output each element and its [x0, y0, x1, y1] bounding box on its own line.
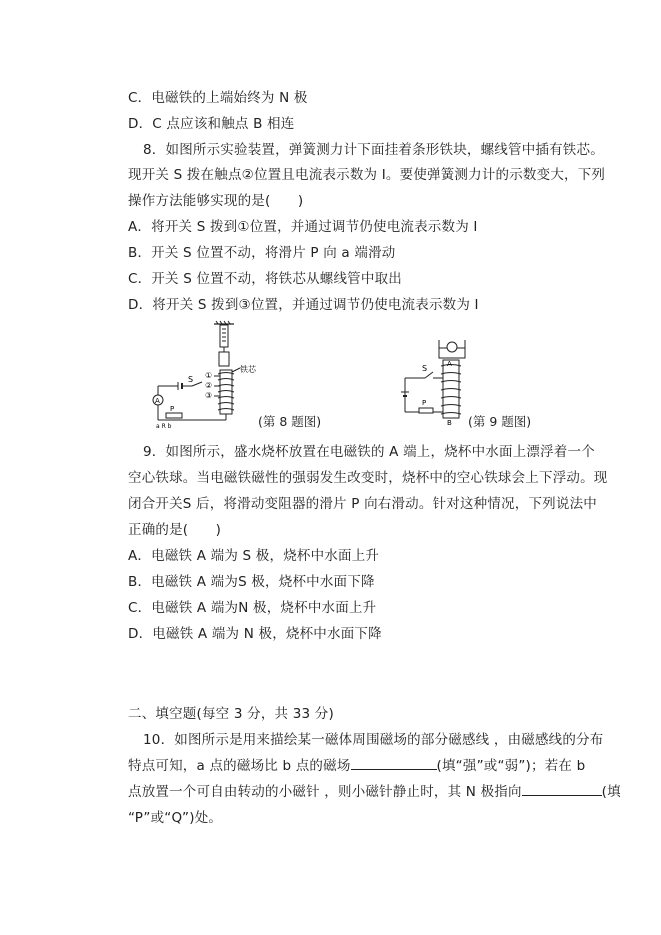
- q8-option-a: A．将开关 S 拨到①位置，并通过调节仍使电流表示数为 I: [128, 219, 478, 235]
- q10-line2-text-b: (填“强”或“弱”)；若在 b: [436, 758, 586, 774]
- q8-option-d: D．将开关 S 拨到③位置，并通过调节仍使电流表示数为 I: [128, 297, 479, 313]
- fig9-a-label: A: [447, 360, 452, 368]
- q9-stem-line2: 空心铁球。当电磁铁磁性的强弱发生改变时，烧杯中的空心铁球会上下浮动。现: [128, 470, 608, 486]
- q8-stem-line2: 现开关 S 拨在触点②位置且电流表示数为 I。要使弹簧测力计的示数变大，下列: [128, 167, 606, 183]
- figure-8: [148, 320, 258, 430]
- figure-8-diagram: [148, 320, 258, 430]
- fig8-core-label: 铁芯: [240, 365, 256, 374]
- q7-option-d: D．C 点应该和触点 B 相连: [128, 116, 295, 132]
- fig8-slider-label: P: [170, 405, 175, 413]
- fig8-ab-label: a R b: [156, 423, 172, 430]
- q9-option-a: A．电磁铁 A 端为 S 极，烧杯中水面上升: [128, 548, 380, 564]
- q8-stem-line1: 8．如图所示实验装置，弹簧测力计下面挂着条形铁块，螺线管中插有铁芯。: [143, 142, 604, 158]
- q10-blank-2[interactable]: [522, 783, 602, 796]
- fig8-switch-label: S: [188, 375, 194, 384]
- fig8-contact-2: ②: [205, 381, 213, 390]
- q10-line3-text-a: 点放置一个可自由转动的小磁针 ，则小磁针静止时，其 N 极指向: [128, 784, 522, 800]
- q9-stem-line4: 正确的是( ): [128, 522, 222, 538]
- fig8-rheostat: [166, 413, 182, 418]
- fig9-switch-label: S: [422, 364, 428, 373]
- q10-stem-line1: 10．如图所示是用来描绘某一磁体周围磁场的部分磁感线 ，由磁感线的分布: [143, 732, 604, 748]
- fig9-rheostat: [419, 408, 433, 413]
- q8-option-c: C．开关 S 位置不动，将铁芯从螺线管中取出: [128, 271, 402, 287]
- q7-option-c: C．电磁铁的上端始终为 N 极: [128, 90, 308, 106]
- q10-line2-text-a: 特点可知，a 点的磁场比 b 点的磁场: [128, 758, 351, 774]
- q10-stem-line3: [128, 780, 621, 800]
- fig9-slider-label: P: [422, 399, 427, 407]
- q9-stem-line1: 9．如图所示，盛水烧杯放置在电磁铁的 A 端上，烧杯中水面上漂浮着一个: [143, 444, 595, 460]
- fig8-contact-3: ③: [205, 391, 213, 400]
- fig9-b-label: B: [447, 419, 452, 426]
- fig8-contact-1: ①: [205, 371, 213, 380]
- fig8-ammeter-label: A: [155, 397, 160, 405]
- fig9-iron-ball: [447, 342, 457, 352]
- q10-blank-1[interactable]: [351, 757, 437, 770]
- q9-option-d: D．电磁铁 A 端为 N 极，烧杯中水面下降: [128, 626, 382, 642]
- q9-option-c: C．电磁铁 A 端为N 极，烧杯中水面上升: [128, 600, 377, 616]
- figure-9-caption: (第 9 题图): [468, 414, 532, 429]
- section-2-title: 二、填空题(每空 3 分，共 33 分): [128, 706, 334, 722]
- figure-8-caption: (第 8 题图): [258, 414, 322, 429]
- q10-stem-line2: [128, 754, 585, 774]
- q9-stem-line3: 闭合开关S 后，将滑动变阻器的滑片 P 向右滑动。针对这种情况，下列说法中: [128, 496, 597, 512]
- q8-option-b: B．开关 S 位置不动，将滑片 P 向 a 端滑动: [128, 245, 396, 261]
- q8-stem-line3: 操作方法能够实现的是( ): [128, 193, 304, 209]
- q9-option-b: B．电磁铁 A 端为S 极，烧杯中水面下降: [128, 574, 375, 590]
- q10-line3-text-b: (填: [601, 784, 621, 800]
- q10-stem-line4: “P”或“Q”)处。: [128, 810, 223, 826]
